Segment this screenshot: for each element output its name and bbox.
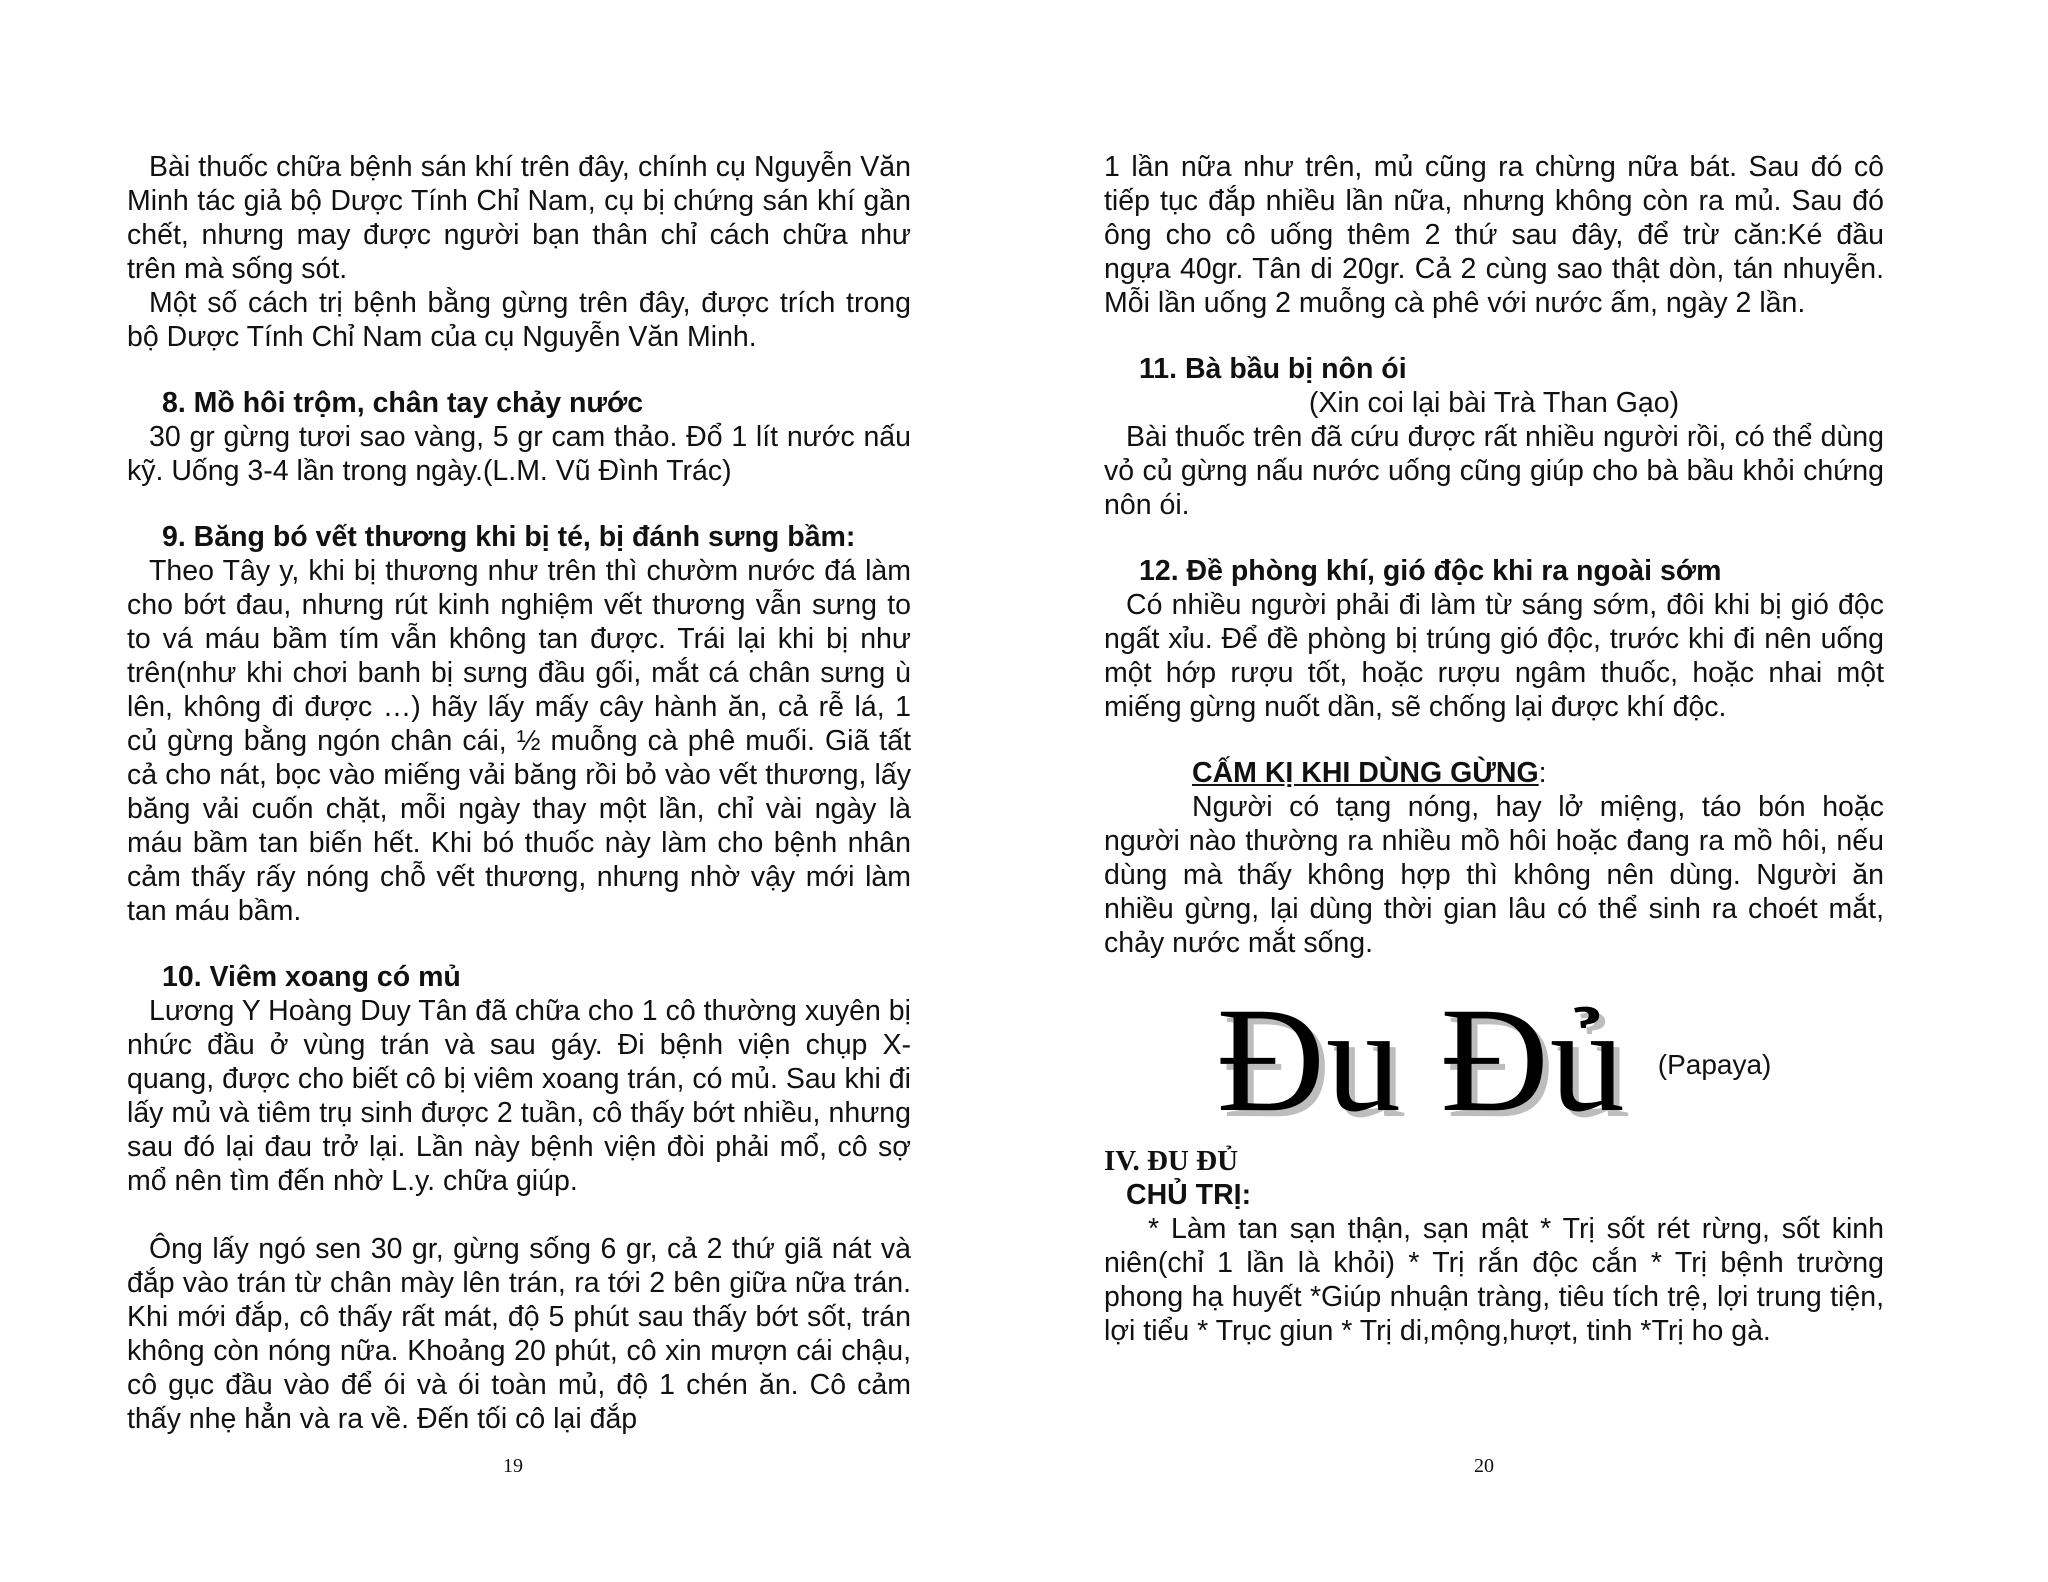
caution-title: CẤM KỊ KHI DÙNG GỪNG xyxy=(1192,757,1539,789)
caution-heading xyxy=(1104,756,1884,790)
spacer xyxy=(127,928,911,960)
heading-section-12: 12. Đề phòng khí, gió độc khi ra ngoài sớm xyxy=(1139,555,1722,587)
spacer xyxy=(1104,320,1884,352)
heading-section-8: 8. Mồ hôi trộm, chân tay chảy nước xyxy=(162,387,644,419)
page-number-left: 19 xyxy=(503,1455,523,1477)
paragraph-intro-2: Một số cách trị bệnh bằng gừng trên đây, được trích trong bộ Dược Tính Chỉ Nam của cụ Nguyễn Văn Minh. xyxy=(127,287,911,353)
page-number-right: 20 xyxy=(1474,1455,1494,1477)
paragraph-section-8: 30 gr gừng tươi sao vàng, 5 gr cam thảo. Đổ 1 lít nước nấu kỹ. Uống 3-4 lần trong ngày.(L.M. Vũ Đình Trác) xyxy=(127,421,911,487)
indications-paragraph: * Làm tan sạn thận, sạn mật * Trị sốt rét rừng, sốt kinh niên(chỉ 1 lần là khỏi) * Trị rắn độc cắn * Trị bệnh trường phong hạ huyết *Giúp nhuận tràng, tiêu tích trệ, lợi trung tiện, lợi tiểu * Trục giun * Trị di,mộng,hượt, tinh *Trị ho gà. xyxy=(1104,1213,1884,1347)
paragraph-section-12: Có nhiều người phải đi làm từ sáng sớm, đôi khi bị gió độc ngất xỉu. Để đề phòng bị trúng gió độc, trước khi đi nên uống một hớp rượu tốt, hoặc rượu ngâm thuốc, hoặc nhai một miếng gừng nuốt dần, sẽ chống lại được khí độc. xyxy=(1104,589,1884,723)
caution-paragraph: Người có tạng nóng, hay lở miệng, táo bón hoặc người nào thường ra nhiều mồ hôi hoặc đang ra mồ hôi, nếu dùng mà thấy không hợp thì không nên dùng. Người ăn nhiều gừng, lại dùng thời gian lâu có thể sinh ra choét mắt, chảy nước mắt sống. xyxy=(1104,791,1884,959)
chapter-title-row xyxy=(1104,977,1884,1143)
spacer xyxy=(127,488,911,520)
heading-section-9: 9. Băng bó vết thương khi bị té, bị đánh sưng bầm: xyxy=(162,521,856,553)
heading-section-10: 10. Viêm xoang có mủ xyxy=(162,961,461,993)
paragraph-section-10b: Ông lấy ngó sen 30 gr, gừng sống 6 gr, cả 2 thứ giã nát và đắp vào trán từ chân mày lên trán, ra tới 2 bên giữa nữa trán. Khi mới đắp, cô thấy rất mát, độ 5 phút sau thấy bớt sốt, trán không còn nóng nữa. Khoảng 20 phút, cô xin mượn cái chậu, cô gục đầu vào để ói và ói toàn mủ, độ 1 chén ăn. Cô cảm thấy nhẹ hẳn và ra về. Đến tối cô lại đắp xyxy=(127,1233,911,1435)
right-page xyxy=(1104,150,1884,1348)
paragraph-intro-1: Bài thuốc chữa bệnh sán khí trên đây, chính cụ Nguyễn Văn Minh tác giả bộ Dược Tính Chỉ Nam, cụ bị chứng sán khí gần chết, nhưng may được người bạn thân chỉ cách chữa như trên mà sống sót. xyxy=(127,151,911,285)
paragraph-section-11: Bài thuốc trên đã cứu được rất nhiều người rồi, có thể dùng vỏ củ gừng nấu nước uống cũng giúp cho bà bầu khỏi chứng nôn ói. xyxy=(1104,421,1884,521)
heading-section-11: 11. Bà bầu bị nôn ói xyxy=(1139,353,1407,385)
paragraph-continued: 1 lần nữa như trên, mủ cũng ra chừng nữa bát. Sau đó cô tiếp tục đắp nhiều lần nữa, nhưng không còn ra mủ. Sau đó ông cho cô uống thêm 2 thứ sau đây, để trừ căn:Ké đầu ngựa 40gr. Tân di 20gr. Cả 2 cùng sao thật dòn, tán nhuyễn. Mỗi lần uống 2 muỗng cà phê với nước ấm, ngày 2 lần. xyxy=(1104,151,1884,319)
paragraph-section-9: Theo Tây y, khi bị thương như trên thì chườm nước đá làm cho bớt đau, nhưng rút kinh nghiệm vết thương vẫn sưng to to vá máu bầm tím vẫn không tan được. Trái lại khi bị như trên(như khi chơi banh bị sưng đầu gối, mắt cá chân sưng ù lên, không đi được …) hãy lấy mấy cây hành ăn, cả rễ lá, 1 củ gừng bằng ngón chân cái, ½ muỗng cà phê muối. Giã tất cả cho nát, bọc vào miếng vải băng rồi bỏ vào vết thương, lấy băng vải cuốn chặt, mỗi ngày thay một lần, chỉ vài ngày là máu bầm tan biến hết. Khi bó thuốc này làm cho bệnh nhân cảm thấy rấy nóng chỗ vết thương, nhưng nhờ vậy mới làm tan máu bầm. xyxy=(127,555,911,927)
spacer xyxy=(1104,724,1884,756)
spacer xyxy=(127,1198,911,1232)
cross-reference-note: (Xin coi lại bài Trà Than Gạo) xyxy=(1308,387,1680,419)
spacer xyxy=(127,354,911,386)
section-heading: IV. ĐU ĐỦ xyxy=(1104,1145,1239,1177)
chapter-title-note: (Papaya) xyxy=(1657,1049,1772,1080)
chapter-title: Đu Đủ xyxy=(1216,977,1626,1143)
sub-heading: CHỦ TRỊ: xyxy=(1126,1179,1252,1211)
paragraph-section-10a: Lương Y Hoàng Duy Tân đã chữa cho 1 cô thường xuyên bị nhức đầu ở vùng trán và sau gáy. Đi bệnh viện chụp X-quang, được cho biết cô bị viêm xoang trán, có mủ. Sau khi đi lấy mủ và tiêm trụ sinh được 2 tuần, cô thấy bớt nhiều, nhưng sau đó lại đau trở lại. Lần này bệnh viện đòi phải mổ, cô sợ mổ nên tìm đến nhờ L.y. chữa giúp. xyxy=(127,995,911,1197)
caution-colon: : xyxy=(1538,757,1547,789)
left-page xyxy=(127,150,911,1436)
spacer xyxy=(1104,522,1884,554)
